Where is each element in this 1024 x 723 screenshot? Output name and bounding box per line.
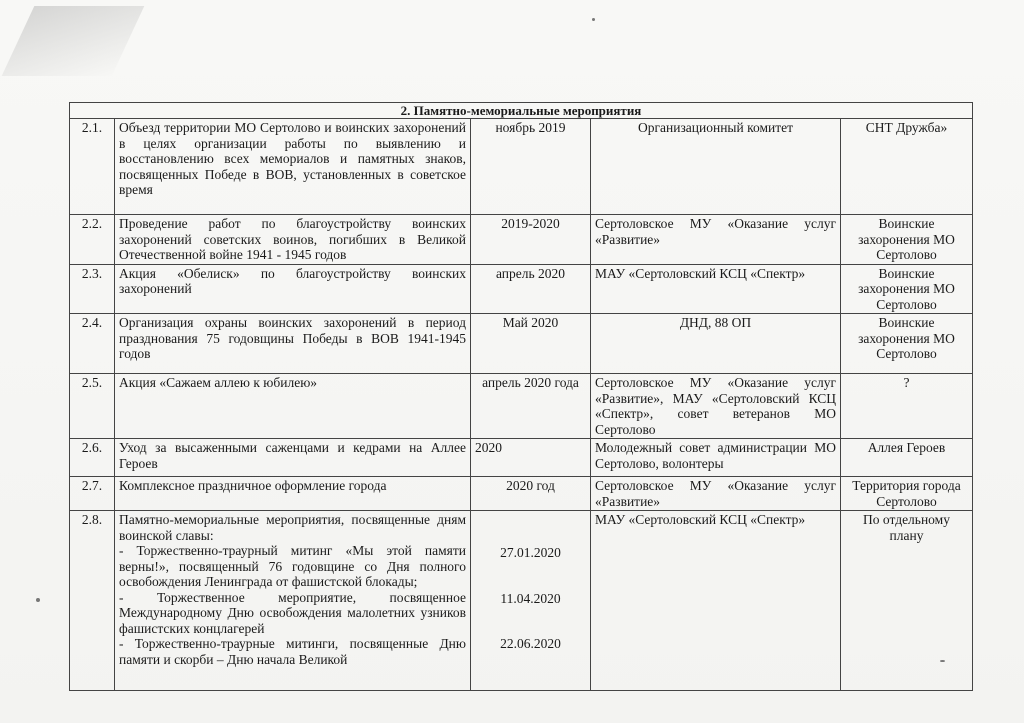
event-subitem: - Торжественно-траурные митинги, посвященные Дню памяти и скорби – Дню начала Великой [119, 636, 466, 667]
table-row [70, 511, 973, 691]
table-row [70, 439, 973, 477]
participants: Территория города Сертолово [841, 477, 973, 511]
participants: Аллея Героев [841, 439, 973, 477]
page-fold-shadow [2, 6, 145, 76]
event-date: 2020 год [471, 477, 591, 511]
responsible-party: МАУ «Сертоловский КСЦ «Спектр» [591, 511, 841, 691]
responsible-party: Сертоловское МУ «Оказание услуг «Развитие», МАУ «Сертоловский КСЦ «Спектр», совет ветеранов МО Сертолово [591, 374, 841, 439]
event-date: 11.04.2020 [500, 590, 561, 606]
event-date: 2020 [471, 439, 591, 477]
scan-speck [36, 598, 40, 602]
events-table [69, 102, 973, 691]
responsible-party: ДНД, 88 ОП [591, 314, 841, 374]
responsible-party: Организационный комитет [591, 119, 841, 215]
responsible-party: МАУ «Сертоловский КСЦ «Спектр» [591, 264, 841, 314]
row-number: 2.1. [70, 119, 115, 215]
event-date: 2019-2020 [471, 215, 591, 265]
section-header-row [70, 103, 973, 119]
event-description: Уход за высаженными саженцами и кедрами на Аллее Героев [115, 439, 471, 477]
event-description: Акция «Сажаем аллею к юбилею» [115, 374, 471, 439]
responsible-party: Сертоловское МУ «Оказание услуг «Развитие» [591, 477, 841, 511]
event-date: апрель 2020 [471, 264, 591, 314]
scan-speck [592, 18, 595, 21]
event-description: Комплексное праздничное оформление города [115, 477, 471, 511]
event-dates [471, 511, 591, 691]
event-description: Акция «Обелиск» по благоустройству воинских захоронений [115, 264, 471, 314]
row-number: 2.7. [70, 477, 115, 511]
event-subitem: - Торжественное мероприятие, посвященное Международному Дню освобождения малолетних узников фашистских концлагерей [119, 589, 466, 636]
table-row [70, 314, 973, 374]
event-subitem: - Торжественно-траурный митинг «Мы этой памяти верны!», посвященный 76 годовщине со Дня полного освобождения Ленинграда от фашистской блокады; [119, 543, 466, 589]
participants: Воинские захоронения МО Сертолово [841, 264, 973, 314]
participants: СНТ Дружба» [841, 119, 973, 215]
event-date: апрель 2020 года [471, 374, 591, 439]
participants: Воинские захоронения МО Сертолово [841, 215, 973, 265]
participants: ? [841, 374, 973, 439]
event-date: 27.01.2020 [500, 545, 561, 560]
event-date: ноябрь 2019 [471, 119, 591, 215]
section-title: 2. Памятно-мемориальные мероприятия [70, 103, 973, 119]
event-description: Объезд территории МО Сертолово и воинских захоронений в целях организации работы по выявлению и восстановлению всех мемориалов и памятных знаков, посвященных Победе в ВОВ, установленных в советское время [115, 119, 471, 215]
table-row [70, 477, 973, 511]
responsible-party: Сертоловское МУ «Оказание услуг «Развитие» [591, 215, 841, 265]
event-date: 22.06.2020 [500, 636, 561, 651]
event-intro: Памятно-мемориальные мероприятия, посвященные дням воинской славы: [119, 512, 466, 543]
table-row [70, 215, 973, 265]
event-date: Май 2020 [471, 314, 591, 374]
row-number: 2.3. [70, 264, 115, 314]
row-number: 2.5. [70, 374, 115, 439]
event-description: Организация охраны воинских захоронений в период празднования 75 годовщины Победы в ВОВ 1941-1945 годов [115, 314, 471, 374]
row-number: 2.6. [70, 439, 115, 477]
event-description: Проведение работ по благоустройству воинских захоронений советских воинов, погибших в Великой Отечественной войне 1941 - 1945 годов [115, 215, 471, 265]
event-description [115, 511, 471, 691]
row-number: 2.8. [70, 511, 115, 691]
row-number: 2.2. [70, 215, 115, 265]
table-row [70, 264, 973, 314]
responsible-party: Молодежный совет администрации МО Сертолово, волонтеры [591, 439, 841, 477]
row-number: 2.4. [70, 314, 115, 374]
table-row [70, 374, 973, 439]
participants: По отдельному плану [841, 511, 973, 691]
participants: Воинские захоронения МО Сертолово [841, 314, 973, 374]
table-row [70, 119, 973, 215]
